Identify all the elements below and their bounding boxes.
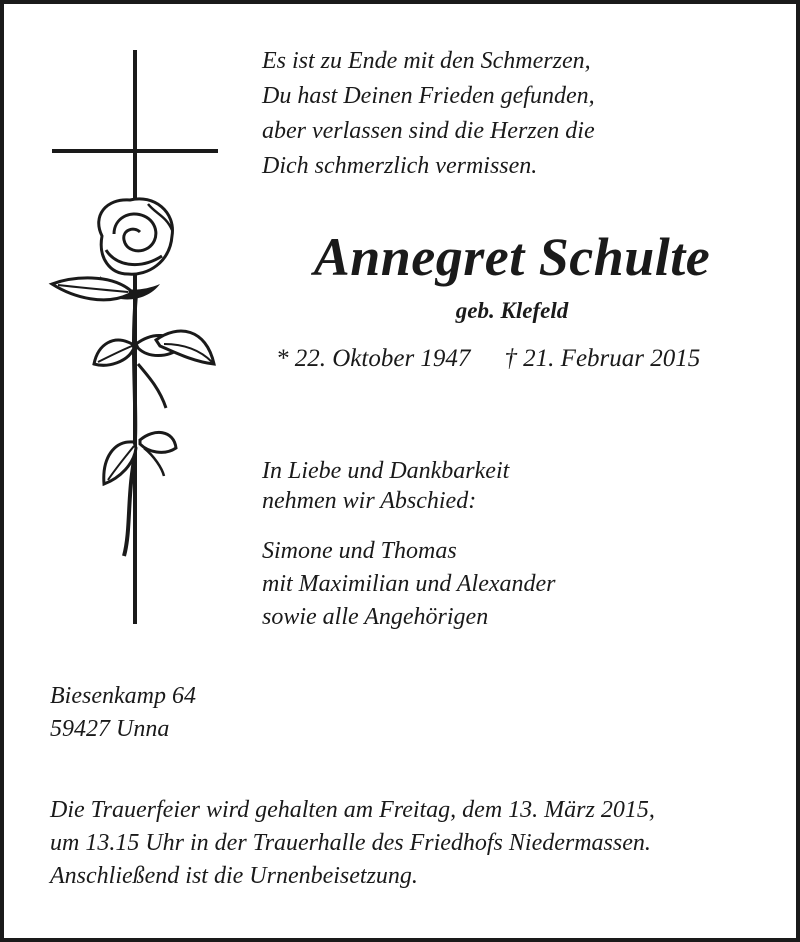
farewell-text [262,456,509,516]
mourners-list [262,535,556,634]
ceremony-line: Die Trauerfeier wird gehalten am Freitag, dem 13. März 2015, [50,797,655,823]
address [50,680,196,746]
address-city: 59427 Unna [50,716,170,742]
farewell-line: In Liebe und Dankbarkeit [262,458,510,484]
mourner-line: sowie alle Angehörigen [262,604,489,630]
poem [262,44,595,184]
ceremony-info [50,794,655,893]
poem-line: aber verlassen sind die Herzen die [262,118,595,144]
mourner-line: mit Maximilian und Alexander [262,571,556,597]
mourner-line: Simone und Thomas [262,538,457,564]
maiden-name: geb. Klefeld [455,298,569,323]
address-street: Biesenkamp 64 [50,683,196,709]
farewell-line: nehmen wir Abschied: [262,488,477,514]
poem-line: Dich schmerzlich vermissen. [262,153,538,179]
poem-line: Es ist zu Ende mit den Schmerzen, [262,48,591,74]
ceremony-line: um 13.15 Uhr in der Trauerhalle des Friedhofs Niedermassen. [50,830,651,856]
birth-date: * 22. Oktober 1947 [276,345,471,372]
ceremony-line: Anschließend ist die Urnenbeisetzung. [50,863,418,889]
poem-line: Du hast Deinen Frieden gefunden, [262,83,595,109]
life-dates [276,345,700,373]
cross-icon [44,44,234,634]
deceased-name: Annegret Schulte [313,227,711,287]
death-date: † 21. Februar 2015 [504,345,701,372]
